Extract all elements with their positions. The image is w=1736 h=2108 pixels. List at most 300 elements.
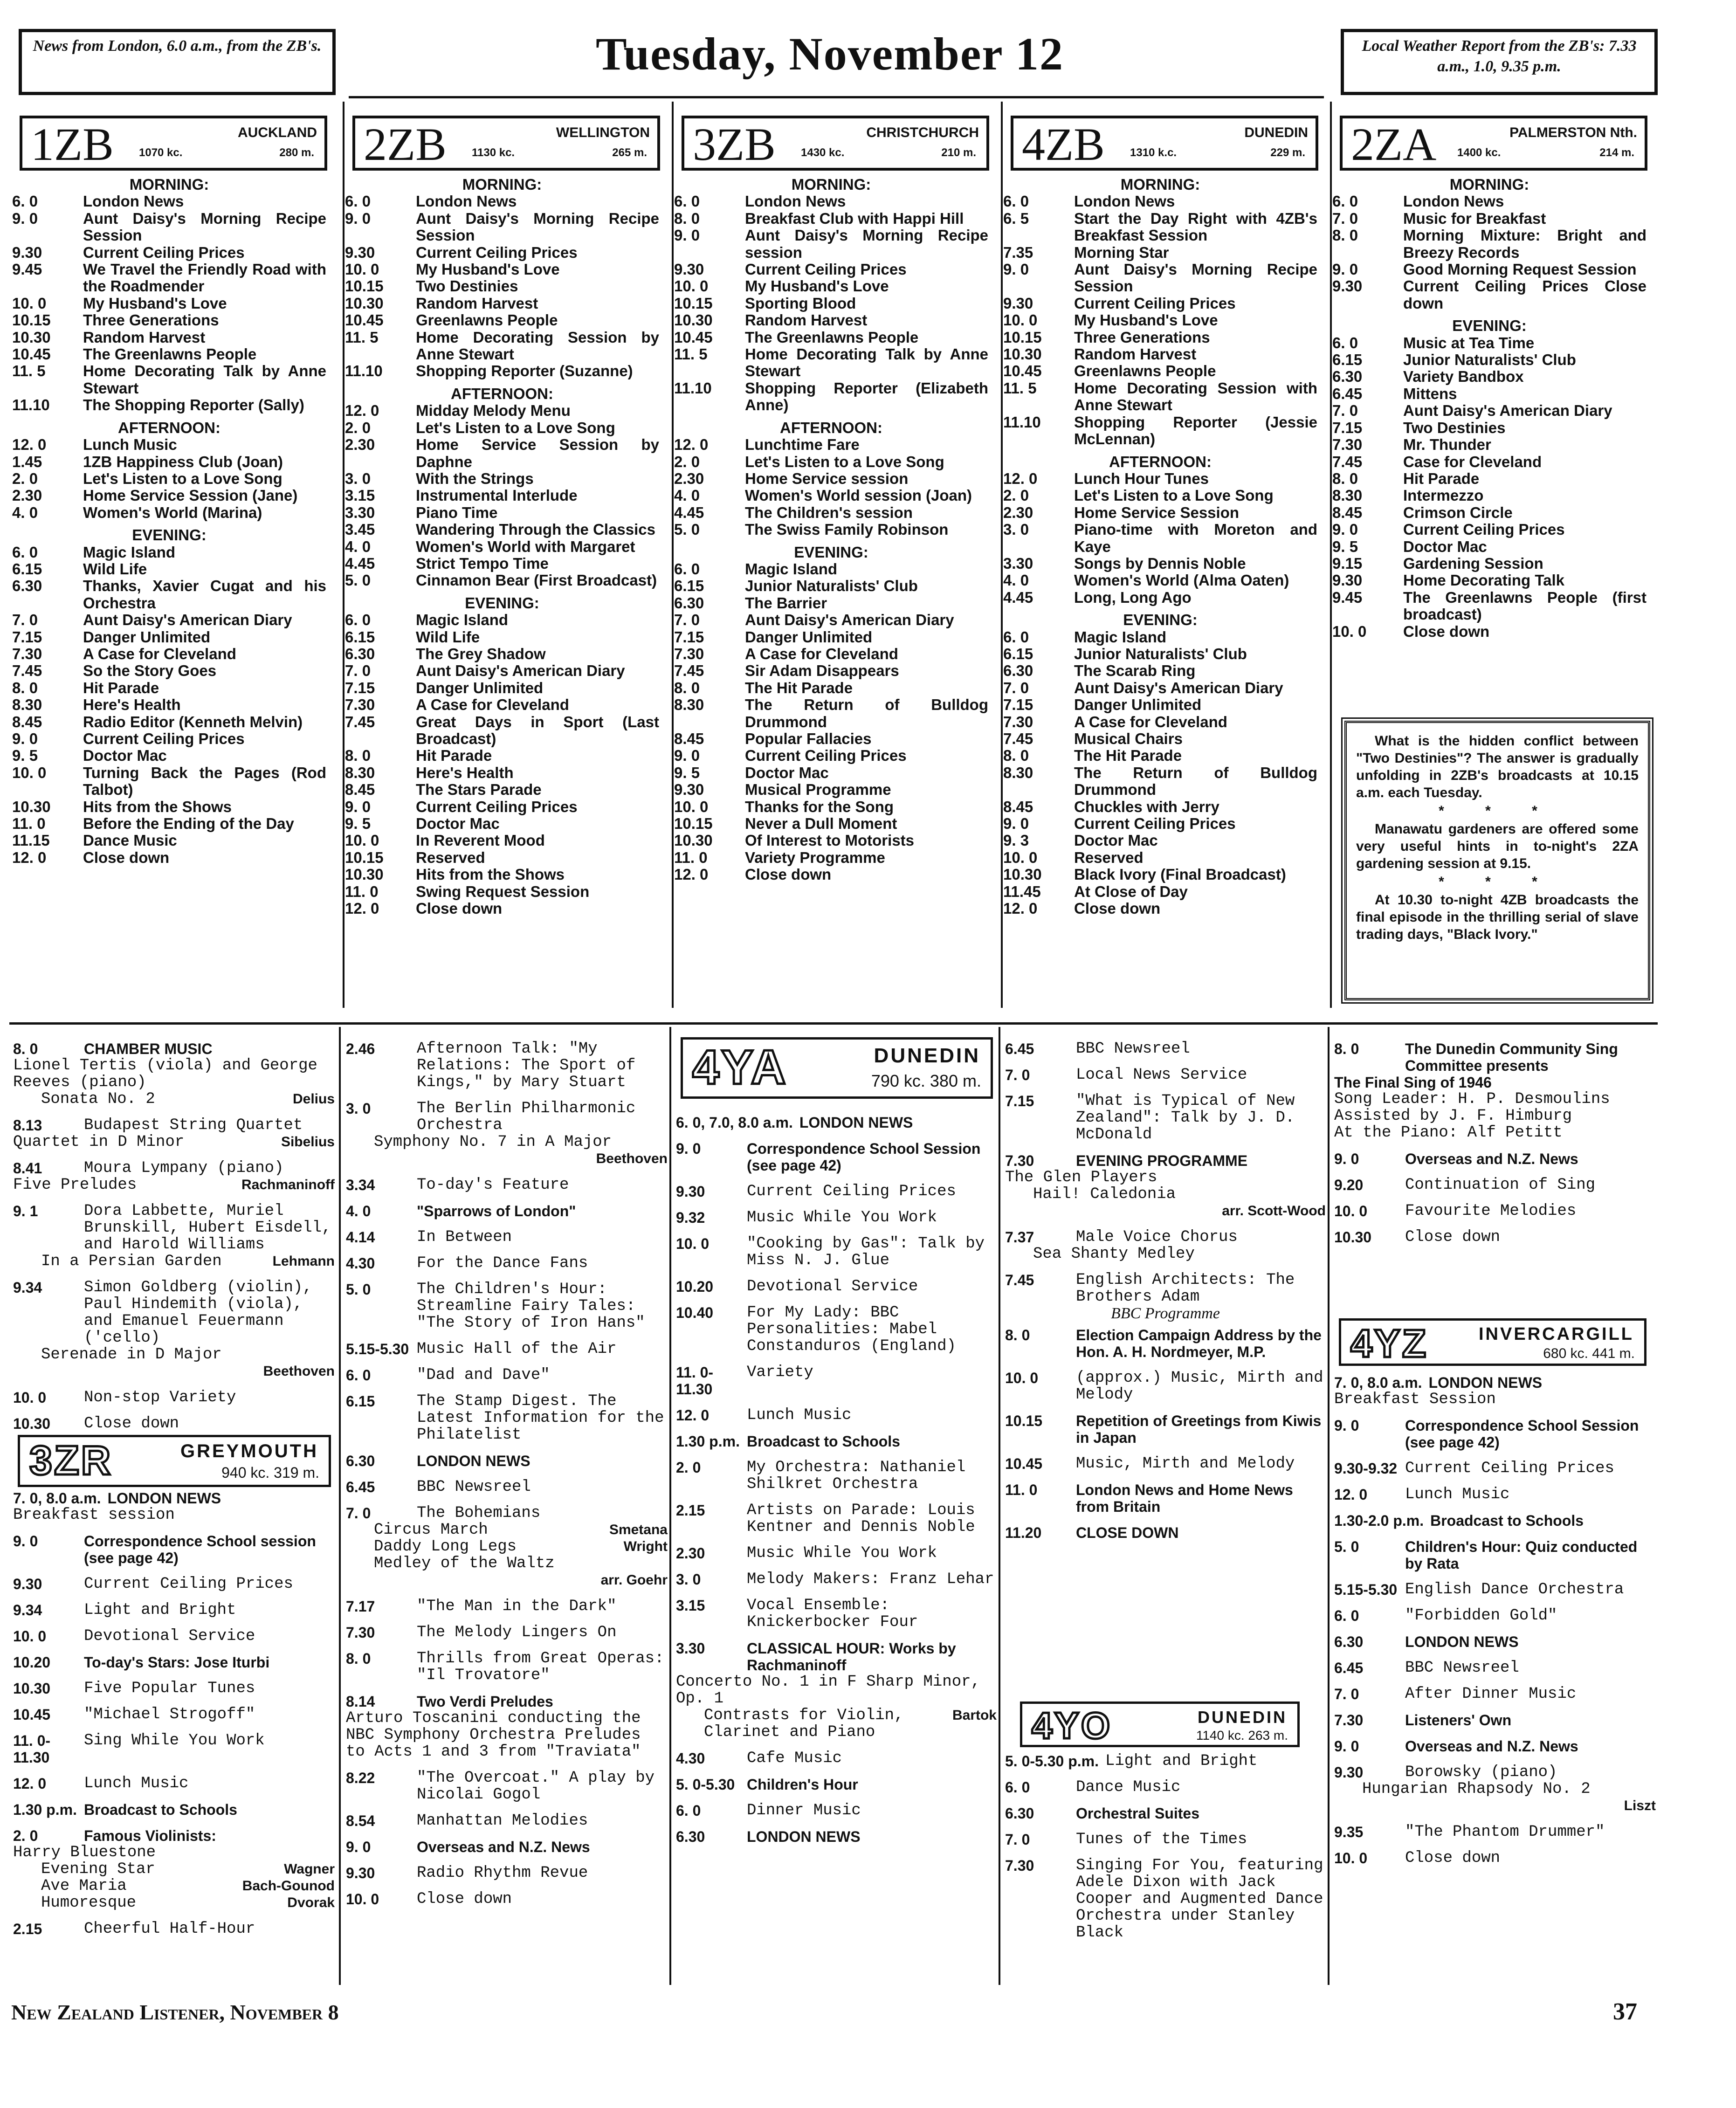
program-item [346,1453,668,1469]
program-title: Two Destinies [416,277,518,295]
program-time: 10.30 [13,1415,51,1432]
note-gardening: Manawatu gardeners are offered some very useful hints in to-night's 2ZA gardening session at 9.15. [1356,821,1639,871]
program-item [674,210,988,227]
program-item [346,1177,668,1193]
program-time: 2. 0 [674,453,700,470]
program-time: 6. 0 [674,560,700,578]
program-item [1332,470,1646,487]
program-time: 9. 0 [1334,1150,1359,1167]
station-city: AUCKLAND [238,125,317,140]
program-item [674,680,988,696]
program-item [345,572,659,589]
program-time: 6.30 [676,1828,705,1845]
program-item [12,329,326,346]
station-call-3zr: 3ZR [29,1437,113,1483]
program-item [1334,1229,1656,1246]
program-work [13,1878,335,1894]
program-title: Two Verdi Preludes [417,1693,553,1710]
program-time: 7. 0 [1334,1686,1359,1702]
program-title: Current Ceiling Prices [1403,521,1565,538]
section-heading: AFTERNOON: [451,385,553,402]
station-2za-box [1340,116,1647,171]
program-item [345,832,659,849]
program-title: Favourite Melodies [1405,1202,1577,1220]
program-title: A Case for Cleveland [1074,713,1227,730]
program-item [1332,193,1646,210]
program-item [674,227,988,261]
program-item [1003,730,1317,747]
program-time: 6.30 [345,645,375,662]
program-time: 11. 0 [12,815,46,833]
program-title: Women's World session (Joan) [745,487,972,504]
program-item [346,1812,668,1829]
program-item [1003,883,1317,900]
program-title: Current Ceiling Prices [745,747,907,765]
program-time: 6. 0 [12,193,38,210]
program-title: Women's World (Alma Oaten) [1074,572,1289,589]
program-title: Magic Island [745,560,838,578]
program-item [1334,1738,1656,1755]
station-1zb-schedule [12,176,326,866]
station-1zb-box [20,116,327,171]
station-wavelength: 265 m. [612,146,647,159]
composer: Liszt [1624,1798,1656,1813]
program-title: Current Ceiling Prices [416,243,578,261]
program-time: 9. 5 [674,764,700,781]
program-time: 7.15 [674,628,704,646]
program-item [1005,1370,1326,1403]
program-title: Danger Unlimited [416,679,544,696]
program-item [1005,1412,1326,1446]
program-time: 4. 0 [346,1203,371,1219]
program-title: Sporting Blood [745,294,856,312]
program-item [346,1255,668,1272]
program-time: 2. 0 [13,1827,38,1844]
station-3zr-schedule [13,1490,335,1947]
program-time: 7.45 [345,713,375,730]
work-title: Hungarian Rhapsody No. 2 [1362,1780,1591,1798]
program-work [346,1555,668,1572]
program-title: Hits from the Shows [416,866,565,883]
program-time: 9. 0 [13,1533,38,1550]
program-time: 8.13 [13,1117,42,1134]
program-time: 9. 0 [1003,261,1029,278]
program-title: Overseas and N.Z. News [1405,1150,1578,1167]
program-item [13,1576,335,1592]
program-title: Cafe Music [747,1750,842,1767]
news-from-london-box [19,29,336,95]
program-item [346,1203,668,1219]
program-time: 3.15 [676,1597,705,1614]
program-title: Close down [1405,1849,1501,1867]
station-wavelength: 280 m. [279,146,314,159]
program-time: 9. 0 [12,209,38,227]
program-time: 7.30 [1003,713,1033,730]
program-title: Variety Programme [745,848,885,866]
program-item [12,295,326,312]
program-time: 6. 0, 7.0, 8.0 a.m. [676,1114,793,1131]
program-title: Instrumental Interlude [416,487,578,504]
program-time: 10.40 [676,1304,714,1321]
program-title: CHAMBER MUSIC [84,1040,213,1057]
program-item [1005,1805,1326,1822]
program-item [674,747,988,764]
program-time: 10.30 [345,866,384,883]
program-item [346,1393,668,1443]
program-work [13,1253,335,1270]
program-item [674,765,988,781]
program-item [13,1775,335,1792]
work-title: Contrasts for Violin, Clarinet and Piano [704,1707,904,1741]
program-title: Music for Breakfast [1403,209,1546,227]
program-item [13,1628,335,1645]
program-item [1334,1417,1656,1451]
program-time: 7.30 [12,645,42,662]
station-wavelength: 210 m. [941,146,976,159]
program-item [1003,363,1317,379]
program-title: Crimson Circle [1403,503,1513,521]
program-title: The Greenlawns People [83,345,257,363]
program-title: Breakfast Club with Happi Hill [745,209,964,227]
program-title: Melody Makers: Franz Lehar [747,1571,994,1588]
program-time: 10. 0 [1332,622,1367,640]
program-title: Tunes of the Times [1076,1831,1247,1848]
program-title: Greenlawns People [416,311,558,329]
program-time: 8.22 [346,1770,375,1786]
program-item [12,363,326,397]
program-item [1334,1660,1656,1676]
station-kc: 1130 kc. [472,146,515,159]
program-title: CLASSICAL HOUR: Works by Rachmaninoff [747,1640,956,1674]
program-title: London News [1074,193,1175,210]
program-title: Hit Parade [83,679,159,696]
program-title: Correspondence School session (see page 42) [84,1533,316,1566]
program-title: Close down [416,900,503,917]
program-title: Aunt Daisy's Morning Recipe Session [1074,261,1317,295]
work-title: Serenade in D Major [41,1346,222,1364]
program-title: A Case for Cleveland [745,645,898,662]
program-item [1003,646,1317,662]
program-item [676,1545,997,1562]
program-time: 9. 1 [13,1203,38,1219]
program-title: Lionel Tertis (viola) and George Reeves (piano) [13,1057,317,1091]
program-item [13,1490,335,1507]
program-title: Light and Bright [84,1601,236,1619]
program-title: The Barrier [745,594,827,612]
program-item [1005,1857,1326,1941]
program-title: Shopping Reporter (Elizabeth Anne) [745,379,988,414]
program-time: 10. 0 [1005,1370,1039,1386]
program-item [1332,261,1646,278]
program-item [345,747,659,764]
program-time: 11.15 [12,832,50,849]
program-item [12,470,326,487]
program-item [1332,538,1646,555]
program-time: 7. 0, 8.0 a.m. [13,1490,101,1507]
zb-divider [343,102,344,1008]
program-item [676,1828,997,1845]
section-heading: EVENING: [465,594,539,612]
program-time: 7.45 [674,662,704,680]
program-item [346,1624,668,1641]
program-time: 8. 0 [346,1650,371,1667]
work-title: Circus March [374,1521,488,1539]
station-3zb-box [682,116,989,171]
program-time: 7.15 [12,628,42,646]
program-time: 7. 0 [1332,402,1358,420]
lower-divider [669,1027,671,1985]
program-item [345,470,659,487]
program-time: 9. 0 [12,730,38,747]
station-4yo-box [1020,1702,1300,1747]
program-item [346,1693,668,1710]
program-item [674,470,988,487]
program-title: Cheerful Half-Hour [84,1920,255,1938]
station-frequency: 790 kc. 380 m. [871,1071,981,1090]
program-time: 9.32 [676,1209,705,1226]
program-title: Random Harvest [83,328,206,346]
lower-divider [999,1027,1000,1985]
program-item [12,193,326,210]
program-item [676,1674,997,1707]
program-title: Of Interest to Motorists [745,832,915,849]
program-item [12,397,326,413]
program-item [12,436,326,453]
program-item [1003,193,1317,210]
program-title: EVENING PROGRAMME [1076,1152,1248,1169]
program-item [1003,346,1317,363]
program-item [345,521,659,538]
program-time: 8. 0 [674,679,700,696]
program-title: The Stamp Digest. The Latest Information for the Philatelist [417,1392,664,1444]
program-time: 7.15 [345,679,375,696]
program-time: 2.30 [674,469,704,487]
program-item [1332,210,1646,227]
program-title: Devotional Service [84,1627,255,1645]
program-item [13,1680,335,1697]
program-title: Radio Rhythm Revue [417,1864,588,1882]
program-title: Aunt Daisy's Morning Recipe session [745,227,988,261]
program-title: Songs by Dennis Noble [1074,554,1246,572]
program-time: 9. 0 [1332,521,1358,538]
program-time: 10. 0 [12,764,47,781]
program-time: 3. 0 [1003,521,1029,538]
program-time: 7.17 [346,1598,375,1615]
program-title: Hits from the Shows [83,798,232,815]
program-title: Correspondence School Session (see page 42) [747,1140,981,1174]
program-title: Magic Island [416,611,509,629]
composer: Beethoven [263,1364,335,1379]
program-item [1334,1850,1656,1867]
program-time: 5.15-5.30 [346,1341,409,1357]
program-time: 10. 0 [13,1389,47,1406]
program-item [346,1770,668,1803]
program-title: Strict Tempo Time [416,554,549,572]
program-item [345,363,659,379]
program-title: Dinner Music [747,1802,861,1819]
note-separator: * * * [1439,874,1556,889]
program-title: BBC Newsreel [417,1478,531,1496]
footer-publication: New Zealand Listener, November 8 [11,2000,339,2024]
program-title: Before the Ending of the Day [83,815,294,833]
program-item [1003,244,1317,261]
program-title: Moura Lympany (piano) [84,1159,284,1177]
program-title: "Cooking by Gas": Talk by Miss N. J. Glue [747,1235,985,1269]
program-time: 6. 0 [345,611,371,629]
program-title: Broadcast to Schools [747,1433,900,1450]
program-title: Music, Mirth and Melody [1076,1455,1295,1473]
program-title: Aunt Daisy's American Diary [416,662,625,680]
program-time: 12. 0 [13,1775,47,1792]
program-title: At the Piano: Alf Petitt [1334,1124,1563,1142]
program-time: 8.45 [12,713,42,730]
program-title: Broadcast to Schools [84,1801,237,1818]
station-wavelength: 229 m. [1270,146,1305,159]
program-time: 10. 0 [12,294,47,312]
program-work [1005,1203,1326,1219]
program-title: Children's Hour: Quiz conducted by Rata [1405,1538,1638,1572]
program-item [674,193,988,210]
program-title: Mittens [1403,385,1457,402]
program-title: Current Ceiling Prices [1074,815,1236,833]
composer: Sibelius [281,1134,335,1150]
program-title: My Husband's Love [745,277,889,295]
program-time: 11.10 [1003,413,1041,431]
program-item [1332,278,1646,312]
program-time: 8. 0 [1332,227,1358,244]
program-item [674,799,988,815]
program-time: 8.45 [674,730,704,747]
program-time: 7. 0 [1005,1067,1030,1083]
program-title: The Greenlawns People [745,328,919,346]
note-separator: * * * [1439,803,1556,819]
program-title: Greenlawns People [1074,362,1216,380]
program-item [676,1776,997,1793]
station-call-2zb: 2ZB [364,118,447,170]
program-title: Budapest String Quartet [84,1116,303,1134]
program-title: Cinnamon Bear (First Broadcast) [416,572,657,589]
program-time: 5. 0-5.30 p.m. [1005,1753,1099,1770]
page-number: 37 [1613,1998,1637,2025]
weather-report-box [1341,29,1658,95]
program-item [13,1117,335,1134]
program-time: 10. 0 [345,261,379,278]
program-item [1003,261,1317,295]
composer: Bach-Gounod [242,1878,335,1894]
program-time: 7.30 [1332,436,1363,454]
program-item [13,1203,335,1253]
program-time: 6.15 [345,628,375,646]
program-title: Variety Bandbox [1403,368,1524,386]
program-item [674,595,988,612]
program-item [346,1839,668,1855]
program-title: Close down [83,848,170,866]
program-item [1334,1177,1656,1193]
program-time: 9.35 [1334,1824,1364,1840]
composer: Wright [623,1539,668,1554]
program-time: 7.45 [1332,453,1363,470]
program-title: Current Ceiling Prices [83,243,245,261]
program-item [345,696,659,713]
program-title: Thanks, Xavier Cugat and his Orchestra [83,577,326,612]
program-title: LONDON NEWS [1428,1374,1543,1391]
program-title: Long, Long Ago [1074,588,1192,606]
program-title: Good Morning Request Session [1403,261,1637,278]
program-work [346,1572,668,1589]
program-title: Orchestral Suites [1076,1805,1199,1822]
program-time: 3. 0 [676,1571,701,1588]
program-item [674,278,988,295]
program-item [13,1844,335,1861]
program-title: CLOSE DOWN [1076,1524,1179,1541]
section-heading: EVENING: [1452,317,1527,335]
station-2zb-box [352,116,660,171]
program-item [345,210,659,244]
program-work [1334,1781,1656,1798]
program-time: 9.30 [13,1576,42,1592]
program-time: 10. 0 [1003,848,1038,866]
program-title: Close down [417,1890,512,1908]
composer: Delius [292,1091,335,1107]
program-item [674,730,988,747]
program-time: 10.45 [345,311,384,329]
program-time: 4. 0 [674,487,700,504]
program-time: 10.15 [345,848,384,866]
station-city: INVERCARGILL [1479,1324,1634,1344]
station-city: DUNEDIN [874,1044,980,1067]
program-item [345,849,659,866]
program-time: 6.45 [346,1479,375,1495]
program-item [676,1750,997,1767]
program-item [13,1921,335,1937]
station-call-2za: 2ZA [1351,118,1437,170]
program-title: Local News Service [1076,1066,1247,1084]
program-time: 7.30 [1005,1857,1034,1874]
program-title: Home Service Session by Daphne [416,436,659,470]
program-time: 5. 0 [345,572,371,589]
program-item [13,1415,335,1432]
program-item [1332,351,1646,368]
program-item [1005,1229,1326,1246]
program-title: Three Generations [1074,328,1210,346]
program-title: Home Service session [745,469,909,487]
program-item [345,555,659,572]
program-item [345,612,659,628]
program-title: Singing For You, featuring Adele Dixon with Jack Cooper and Augmented Dance Orchestra under Stanley Black [1076,1857,1323,1942]
program-title: Home Service Session (Jane) [83,487,298,504]
program-time: 6. 0 [1003,628,1029,646]
program-time: 8.45 [1332,503,1363,521]
program-time: 10. 0 [345,832,379,849]
program-title: Junior Naturalists' Club [745,577,918,595]
program-item [1334,1040,1656,1074]
program-title: Manhattan Melodies [417,1812,588,1830]
program-time: 7. 0 [345,662,371,680]
program-item [674,781,988,798]
station-2za-schedule [1332,176,1646,640]
program-item [1003,414,1317,448]
program-title: Chuckles with Jerry [1074,798,1219,815]
program-title: After Dinner Music [1405,1685,1577,1703]
program-time: 10. 0 [13,1628,47,1645]
program-item [1334,1374,1656,1391]
program-item [12,629,326,646]
program-item [346,1891,668,1908]
program-item [345,295,659,312]
program-time: 8.30 [674,696,704,714]
program-work [13,1177,335,1193]
program-time: 6.15 [12,560,42,578]
